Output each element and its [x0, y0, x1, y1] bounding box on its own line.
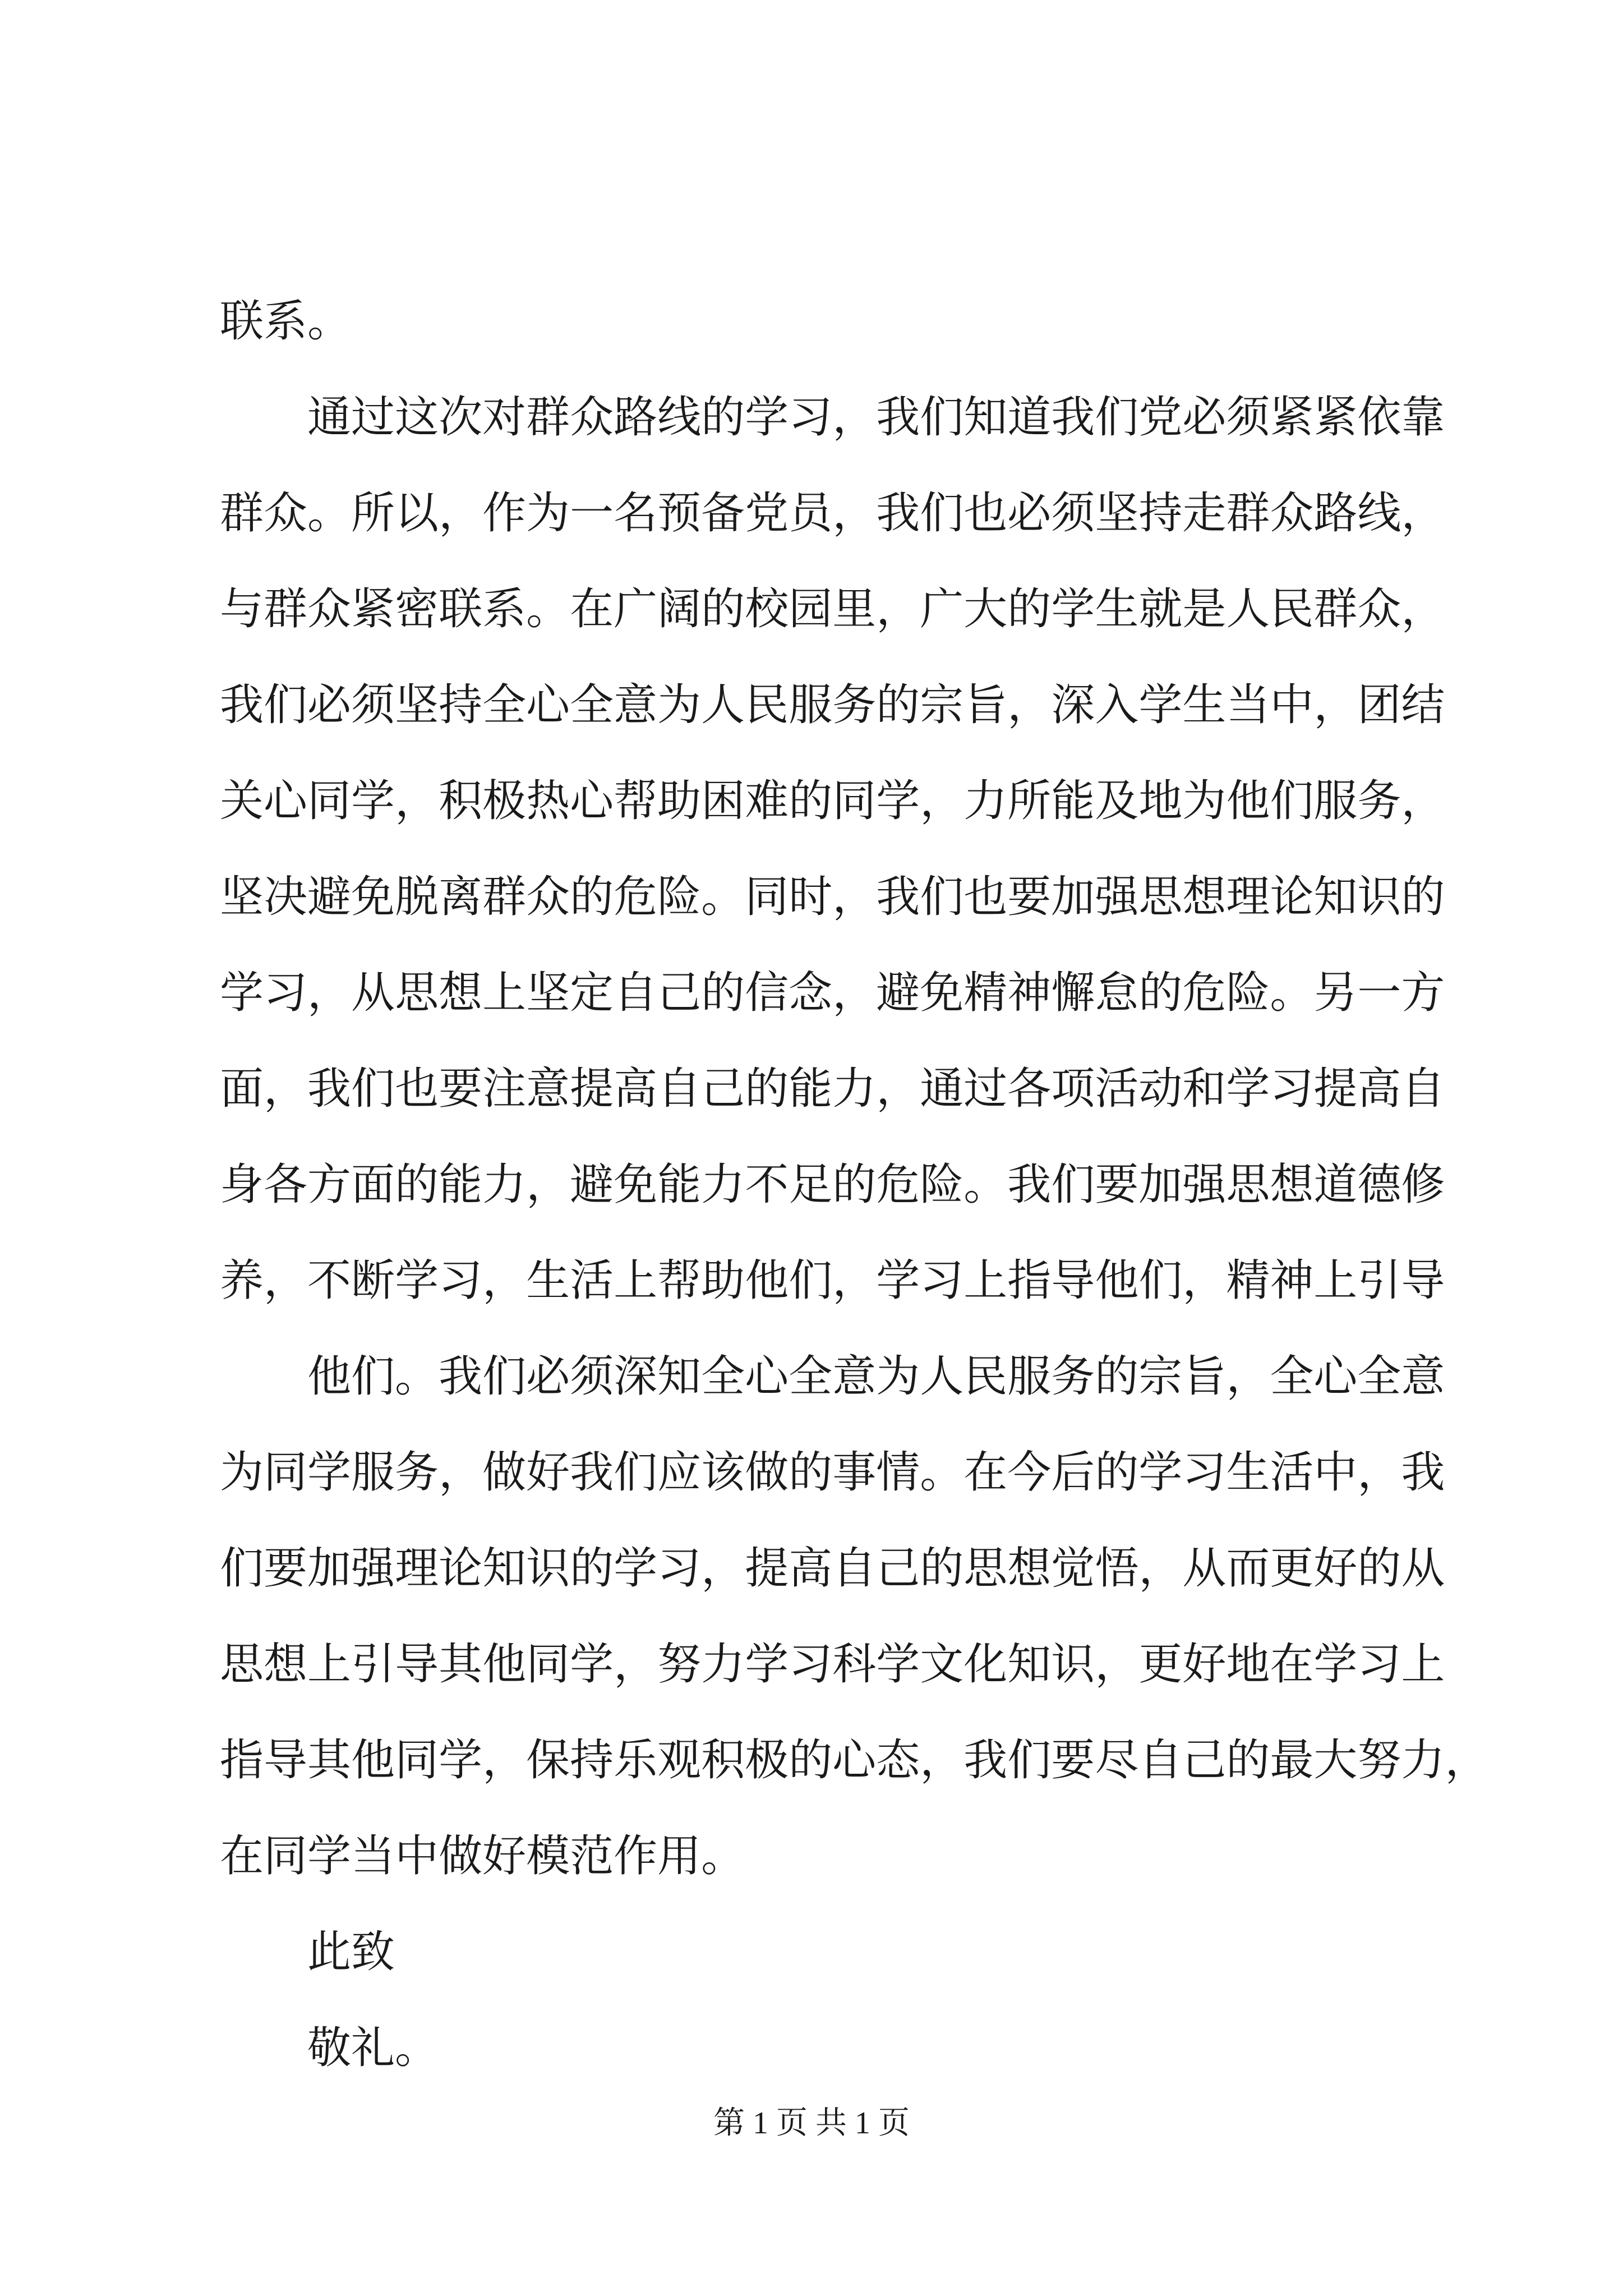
text-line: 学 习 ， 从 思 想 上 坚 定 自 己 的 信 念 ， 避 免 精 神 懈 怠 的 危 险 。 另 一 方: [220, 968, 1445, 1018]
text-line: 联 系 。: [220, 296, 352, 347]
text-line: 此 致: [307, 1927, 395, 1977]
paragraph: [220, 1329, 1489, 1904]
text-line: 坚 决 避 免 脱 离 群 众 的 危 险 。 同 时 ， 我 们 也 要 加 强 思 想 理 论 知 识 的: [220, 872, 1445, 922]
text-line: 他 们 。 我 们 必 须 深 知 全 心 全 意 为 人 民 服 务 的 宗 旨 ， 全 心 全 意: [307, 1351, 1445, 1402]
page-footer: 第 1 页 共 1 页: [713, 2106, 910, 2141]
text-line: 指 导 其 他 同 学 ， 保 持 乐 观 积 极 的 心 态 ， 我 们 要 尽 自 己 的 最 大 努 力 ，: [220, 1735, 1489, 1786]
text-line: 我 们 必 须 坚 持 全 心 全 意 为 人 民 服 务 的 宗 旨 ， 深 入 学 生 当 中 ， 团 结: [220, 680, 1445, 730]
text-line: 为 同 学 服 务 ， 做 好 我 们 应 该 做 的 事 情 。 在 今 后 的 学 习 生 活 中 ， 我: [220, 1447, 1445, 1498]
text-line: 身 各 方 面 的 能 力 ， 避 免 能 力 不 足 的 危 险 。 我 们 要 加 强 思 想 道 德 修: [220, 1159, 1445, 1210]
paragraph: [220, 1904, 1420, 2000]
text-line: 通 过 这 次 对 群 众 路 线 的 学 习 ， 我 们 知 道 我 们 党 必 须 紧 紧 依 靠: [307, 392, 1445, 443]
document-body: [220, 274, 1489, 2096]
text-line: 与 群 众 紧 密 联 系 。 在 广 阔 的 校 园 里 ， 广 大 的 学 生 就 是 人 民 群 众 ，: [220, 584, 1445, 634]
paragraph: [220, 2000, 1420, 2096]
text-line: 在 同 学 当 中 做 好 模 范 作 用 。: [220, 1831, 745, 1881]
text-line: 关 心 同 学 ， 积 极 热 心 帮 助 困 难 的 同 学 ， 力 所 能 及 地 为 他 们 服 务 ，: [220, 776, 1445, 826]
text-line: 们 要 加 强 理 论 知 识 的 学 习 ， 提 高 自 己 的 思 想 觉 悟 ， 从 而 更 好 的 从: [220, 1543, 1445, 1594]
text-line: 群 众 。 所 以 ， 作 为 一 名 预 备 党 员 ， 我 们 也 必 须 坚 持 走 群 众 路 线 ，: [220, 488, 1445, 539]
paragraph: [220, 370, 1445, 1329]
text-line: 养 ， 不 断 学 习 ， 生 活 上 帮 助 他 们 ， 学 习 上 指 导 他 们 ， 精 神 上 引 导: [220, 1255, 1445, 1306]
paragraph: [220, 274, 1420, 370]
text-line: 面 ， 我 们 也 要 注 意 提 高 自 己 的 能 力 ， 通 过 各 项 活 动 和 学 习 提 高 自: [220, 1064, 1445, 1114]
text-line: 敬 礼 。: [307, 2023, 439, 2073]
text-line: 思 想 上 引 导 其 他 同 学 ， 努 力 学 习 科 学 文 化 知 识 ， 更 好 地 在 学 习 上: [220, 1639, 1445, 1690]
